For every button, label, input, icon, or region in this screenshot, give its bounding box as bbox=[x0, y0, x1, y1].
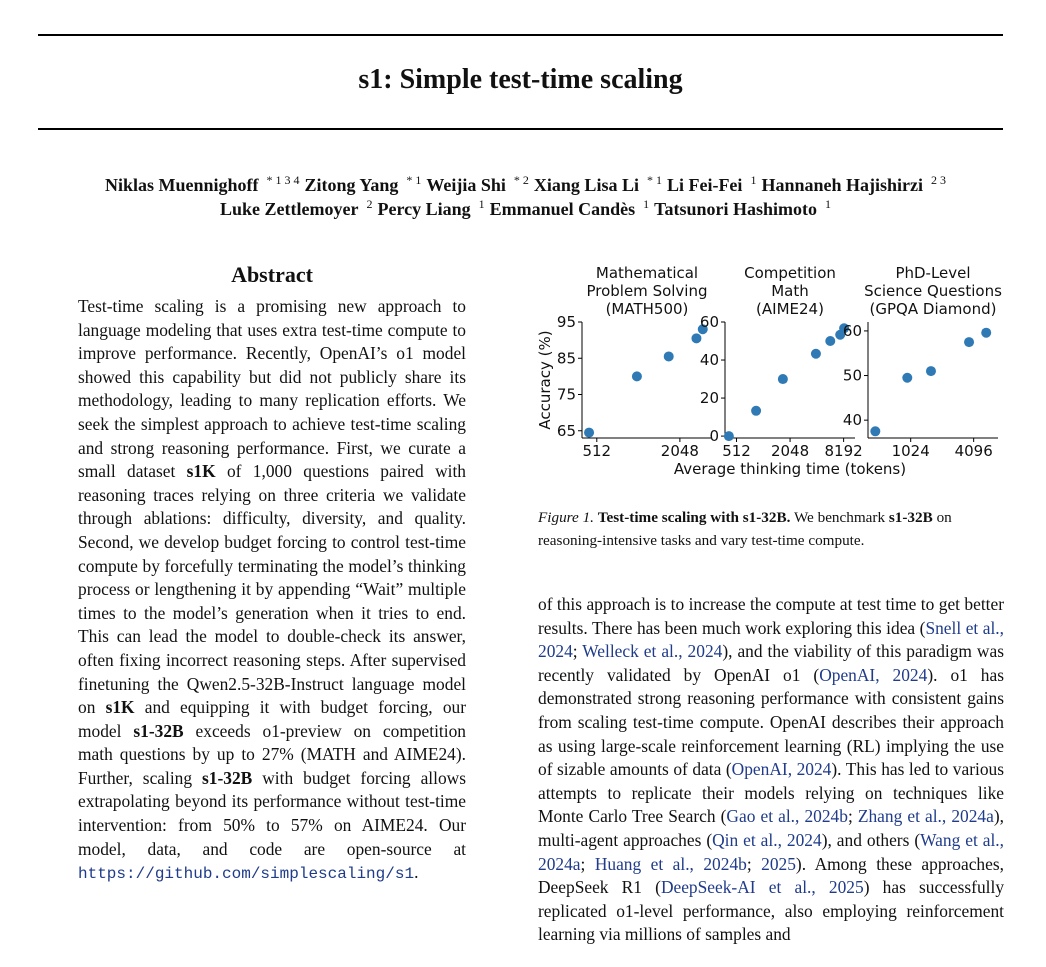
author-affiliation-mark: * 1 bbox=[406, 173, 422, 187]
model-name: s1-32B bbox=[202, 767, 253, 788]
author-name: Xiang Lisa Li bbox=[533, 175, 639, 195]
data-point bbox=[778, 374, 788, 384]
author-affiliation-mark: 2 3 bbox=[930, 173, 946, 187]
dataset-name: s1K bbox=[105, 697, 135, 718]
panel-title-line: (GPQA Diamond) bbox=[869, 300, 997, 318]
y-tick-label: 20 bbox=[699, 389, 719, 408]
y-tick-label: 40 bbox=[699, 351, 719, 370]
data-point bbox=[664, 351, 674, 361]
abstract-text-run: exceeds o1-preview on competition math questions by up to 27% (MATH and AIME24). Further, scaling bbox=[78, 720, 466, 788]
y-tick-label: 75 bbox=[556, 385, 576, 404]
y-tick-label: 0 bbox=[709, 427, 719, 446]
panel-title-line: Math bbox=[771, 282, 809, 300]
data-point bbox=[751, 406, 761, 416]
caption-text: on reasoning-intensive tasks and vary test-time compute. bbox=[538, 509, 952, 549]
body-text-run: ), multi-agent approaches ( bbox=[538, 806, 1004, 850]
body-text-run: ; bbox=[847, 806, 858, 827]
body-text-run: ). Among these approaches, DeepSeek R1 ( bbox=[538, 853, 1004, 898]
abstract-text-run: Test-time scaling is a promising new approach to language modeling that uses extra test-time compute to improve performance. Recently, OpenAI’s o1 model showed this capability but did not publicly share its methodology, leading to many replication efforts. We seek the simplest approach to achieve test-time scaling and strong reasoning performance. First, we curate a small dataset bbox=[78, 296, 466, 482]
panel-title-line: Mathematical bbox=[595, 264, 699, 282]
author-name: Weijia Shi bbox=[426, 175, 506, 195]
caption-title: Test-time scaling with s1-32B. bbox=[597, 509, 791, 526]
author-name: Zitong Yang bbox=[304, 175, 399, 195]
author-affiliation-mark: 1 bbox=[825, 197, 832, 211]
citation-link[interactable]: DeepSeek-AI et al., 2025 bbox=[660, 877, 864, 898]
body-text-run: of this approach is to increase the compute at test time to get better results. There has been much work exploring this idea ( bbox=[538, 594, 1004, 638]
repo-link[interactable]: https://github.com/simplescaling/s1 bbox=[78, 865, 415, 884]
top-rule bbox=[38, 34, 1003, 36]
body-text-run: ; bbox=[746, 853, 762, 874]
body-text-run: ), and the viability of this paradigm was recently validated by OpenAI o1 ( bbox=[538, 641, 1004, 685]
author-name: Niklas Muennighoff bbox=[105, 175, 259, 195]
panel-title-line: (AIME24) bbox=[756, 300, 824, 318]
panel-title-line: Problem Solving bbox=[586, 282, 708, 300]
x-tick-label: 8192 bbox=[824, 442, 863, 460]
author-name: Tatsunori Hashimoto bbox=[654, 199, 818, 219]
y-tick-label: 60 bbox=[699, 313, 719, 331]
author-affiliation-mark: * 2 bbox=[513, 173, 529, 187]
data-point bbox=[964, 337, 974, 347]
citation-link[interactable]: Qin et al., 2024 bbox=[712, 829, 822, 850]
data-point bbox=[584, 428, 594, 438]
citation-link[interactable]: Huang et al., 2024b bbox=[594, 853, 747, 874]
citation-link[interactable]: Welleck et al., 2024 bbox=[582, 641, 723, 662]
title-bottom-rule bbox=[38, 128, 1003, 130]
body-text-run: ; bbox=[572, 641, 583, 662]
author-list-line-2 bbox=[20, 197, 1026, 220]
abstract-text-run: and equipping it with budget forcing, our model bbox=[78, 697, 466, 741]
paper-title: s1: Simple test-time scaling bbox=[358, 64, 683, 95]
data-point bbox=[870, 426, 880, 436]
dataset-name: s1K bbox=[186, 461, 216, 482]
author-name: Percy Liang bbox=[377, 199, 471, 219]
author-affiliation-mark: 1 bbox=[643, 197, 650, 211]
panel-title-line: Science Questions bbox=[864, 282, 1002, 300]
x-tick-label: 1024 bbox=[891, 442, 930, 460]
x-tick-label: 2048 bbox=[660, 442, 699, 460]
intro-body-text bbox=[538, 593, 1004, 947]
y-tick-label: 85 bbox=[556, 349, 576, 368]
panel-title-line: (MATH500) bbox=[605, 300, 689, 318]
body-text-run: ). This has led to various attempts to replicate their models relying on techniques like Monte Carlo Tree Search ( bbox=[538, 759, 1004, 827]
x-tick-label: 4096 bbox=[954, 442, 993, 460]
citation-link[interactable]: Zhang et al., 2024a bbox=[857, 806, 994, 827]
x-tick-label: 512 bbox=[582, 442, 612, 460]
data-point bbox=[926, 366, 936, 376]
body-text-run: ), and others ( bbox=[821, 829, 921, 850]
abstract-text bbox=[78, 295, 466, 887]
body-text-run: ). o1 has demonstrated strong reasoning performance with consistent gains from scaling test-time compute. OpenAI describes their approach as using large-scale reinforcement learning (RL) implying the use of sizable amounts of data ( bbox=[538, 664, 1004, 780]
citation-link[interactable]: Wang et al., 2024a bbox=[538, 829, 1004, 874]
y-tick-label: 60 bbox=[842, 321, 862, 340]
panel-title-line: Competition bbox=[744, 264, 836, 282]
figure-caption bbox=[538, 506, 1004, 552]
citation-link[interactable]: OpenAI, 2024 bbox=[819, 664, 928, 685]
abstract-text-run: . bbox=[414, 862, 419, 883]
data-point bbox=[825, 336, 835, 346]
author-list-line-1 bbox=[20, 173, 1026, 196]
author-affiliation-mark: 2 bbox=[366, 197, 373, 211]
citation-link[interactable]: Gao et al., 2024b bbox=[726, 806, 848, 827]
y-tick-label: 65 bbox=[556, 421, 576, 440]
author-name: Luke Zettlemoyer bbox=[219, 199, 359, 219]
test-time-scaling-chart bbox=[530, 262, 1006, 482]
author-name: Hannaneh Hajishirzi bbox=[761, 175, 923, 195]
model-name: s1-32B bbox=[888, 509, 933, 526]
abstract-heading: Abstract bbox=[231, 262, 313, 287]
author-affiliation-mark: * 1 bbox=[646, 173, 662, 187]
abstract-text-run: of 1,000 questions paired with reasoning traces relying on three criteria we validate through ablations: difficulty, diversity, and quality. Second, we develop budget forcing to control test-time compute by forcefully terminating the model’s thinking process or lengthening it by appending “Wait” multiple times to the model’s generation when it tries to end. This can lead the model to double-check its answer, often fixing incorrect reasoning steps. After supervised finetuning the Qwen2.5-32B-Instruct language model on bbox=[78, 461, 467, 718]
abstract-text-run: with budget forcing allows extrapolating beyond its performance without test-time intervention: from 50% to 57% on AIME24. Our model, data, and code are open-source at bbox=[78, 767, 466, 859]
data-point bbox=[691, 333, 701, 343]
y-tick-label: 50 bbox=[842, 366, 862, 385]
author-affiliation-mark: 1 bbox=[750, 173, 757, 187]
data-point bbox=[902, 373, 912, 383]
y-tick-label: 40 bbox=[842, 411, 862, 430]
figure-1 bbox=[530, 262, 1006, 487]
body-text-run: ; bbox=[580, 853, 595, 874]
model-name: s1-32B bbox=[133, 720, 184, 741]
author-affiliation-mark: 1 bbox=[478, 197, 485, 211]
panel-title-line: PhD-Level bbox=[895, 264, 971, 282]
x-tick-label: 512 bbox=[722, 442, 751, 460]
caption-text: We benchmark bbox=[790, 509, 889, 526]
data-point bbox=[811, 349, 821, 359]
x-axis-label: Average thinking time (tokens) bbox=[673, 460, 907, 478]
y-tick-label: 95 bbox=[556, 313, 576, 331]
author-affiliation-mark: * 1 3 4 bbox=[266, 173, 300, 187]
author-name: Emmanuel Candès bbox=[489, 199, 636, 219]
citation-link[interactable]: OpenAI, 2024 bbox=[731, 759, 832, 780]
figure-label: Figure 1. bbox=[538, 509, 594, 526]
data-point bbox=[981, 328, 991, 338]
body-text-run: ) has successfully replicated o1-level performance, also employing reinforcement learning via millions of samples and bbox=[538, 877, 1005, 945]
citation-link[interactable]: Snell et al., 2024 bbox=[538, 617, 1004, 662]
y-axis-label: Accuracy (%) bbox=[536, 330, 554, 430]
author-name: Li Fei-Fei bbox=[666, 175, 743, 195]
citation-link[interactable]: 2025 bbox=[761, 853, 796, 874]
data-point bbox=[724, 431, 734, 441]
data-point bbox=[632, 371, 642, 381]
x-tick-label: 2048 bbox=[770, 442, 810, 460]
